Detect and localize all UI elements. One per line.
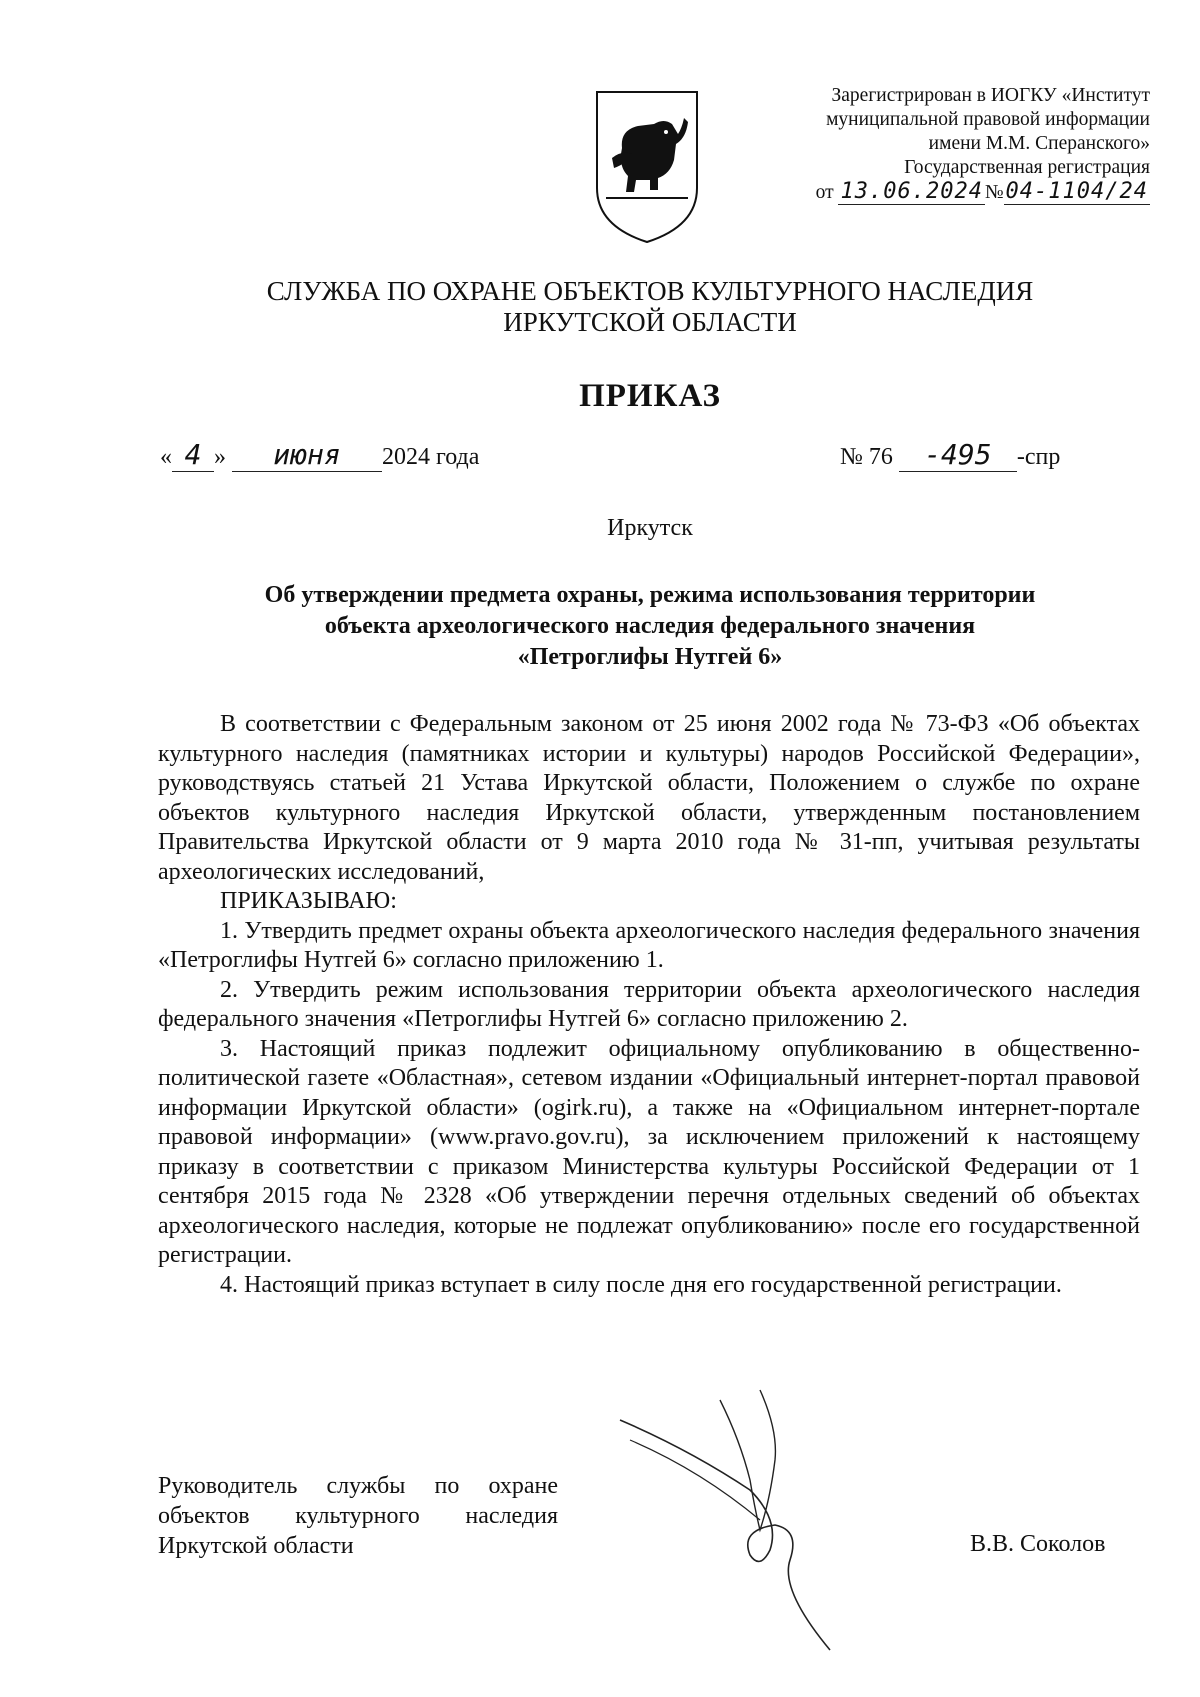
agency-name-line2: ИРКУТСКОЙ ОБЛАСТИ — [503, 307, 797, 337]
signatory-role-line2: объектов культурного наследия — [158, 1503, 558, 1529]
subject-line2: объекта археологического наследия федерального значения — [324, 613, 976, 639]
registration-line: Государственная регистрация — [904, 157, 1150, 178]
registration-line: Зарегистрирован в ИОГКУ «Институт — [831, 85, 1150, 106]
date-year: 2024 года — [382, 444, 480, 470]
preamble-paragraph: В соответствии с Федеральным законом от 25 июня 2002 года № 73-ФЗ «Об объектах культурного наследия (памятниках истории и культуры) народов Российской Федерации», руководствуясь статьей 21 Устава Иркутской области, Положением о службе по охране объектов культурного наследия Иркутской области, утвержденным постановлением Правительства Иркутской области от 9 марта 2010 года № 31-пп, учитывая результаты археологических исследований, — [158, 711, 1140, 885]
order-number-prefix: № 76 — [840, 444, 893, 470]
subject-line3: «Петроглифы Нутгей 6» — [517, 644, 783, 670]
order-word: ПРИКАЗЫВАЮ: — [220, 888, 397, 914]
signatory-role-line3: Иркутской области — [158, 1533, 354, 1559]
order-subject — [170, 580, 1130, 673]
agency-name — [150, 276, 1150, 338]
page-title: ПРИКАЗ — [579, 378, 721, 414]
order-number — [840, 438, 1060, 472]
agency-name-line1: СЛУЖБА ПО ОХРАНЕ ОБЪЕКТОВ КУЛЬТУРНОГО НАСЛЕДИЯ — [266, 276, 1034, 306]
order-number-value: -495 — [899, 438, 1017, 472]
registration-block — [700, 84, 1150, 205]
order-date — [160, 438, 479, 472]
date-close-quote: » — [214, 444, 226, 470]
registration-number-value: 04-1104/24 — [1005, 179, 1148, 204]
subject-line1: Об утверждении предмета охраны, режима использования территории — [264, 582, 1036, 608]
order-item: 2. Утвердить режим использования территории объекта археологического наследия федерального значения «Петроглифы Нутгей 6» согласно приложению 2. — [158, 976, 1140, 1032]
order-item: 4. Настоящий приказ вступает в силу после дня его государственной регистрации. — [220, 1271, 1062, 1298]
signatory-role — [158, 1471, 558, 1561]
signatory-name: В.В. Соколов — [970, 1531, 1106, 1557]
registration-line: муниципальной правовой информации — [826, 109, 1150, 130]
city: Иркутск — [607, 515, 693, 541]
registration-date-prefix: от — [815, 182, 834, 203]
order-number-suffix: -спр — [1016, 444, 1061, 470]
registration-line: имени М.М. Сперанского» — [928, 133, 1150, 154]
date-month: июня — [232, 438, 382, 472]
registration-date-value: 13.06.2024 — [840, 179, 983, 204]
registration-date-line — [700, 180, 1150, 205]
order-item: 3. Настоящий приказ подлежит официальному опубликованию в общественно-политической газете «Областная», сетевом издании «Официальный интернет-портал правовой информации Иркутской области» (ogirk.ru), а также на «Официальном интернет-портале правовой информации» (www.pravo.gov.ru), за исключением приложений к настоящему приказу в соответствии с приказом Министерства культуры Российской Федерации от 1 сентября 2015 года № 2328 «Об утверждении перечня отдельных сведений об объектах археологического наследия, которые не подлежат опубликованию» после его государственной регистрации. — [158, 1035, 1140, 1268]
order-item: 1. Утвердить предмет охраны объекта археологического наследия федерального значения «Петроглифы Нутгей 6» согласно приложению 1. — [158, 917, 1140, 973]
handwritten-signature-icon — [600, 1380, 900, 1680]
registration-number-prefix: № — [984, 182, 1004, 203]
coat-of-arms-icon — [592, 88, 702, 246]
order-body — [158, 710, 1140, 1300]
signatory-role-line1: Руководитель службы по охране — [158, 1473, 558, 1499]
date-day: 4 — [172, 438, 214, 472]
date-open-quote: « — [160, 444, 172, 470]
